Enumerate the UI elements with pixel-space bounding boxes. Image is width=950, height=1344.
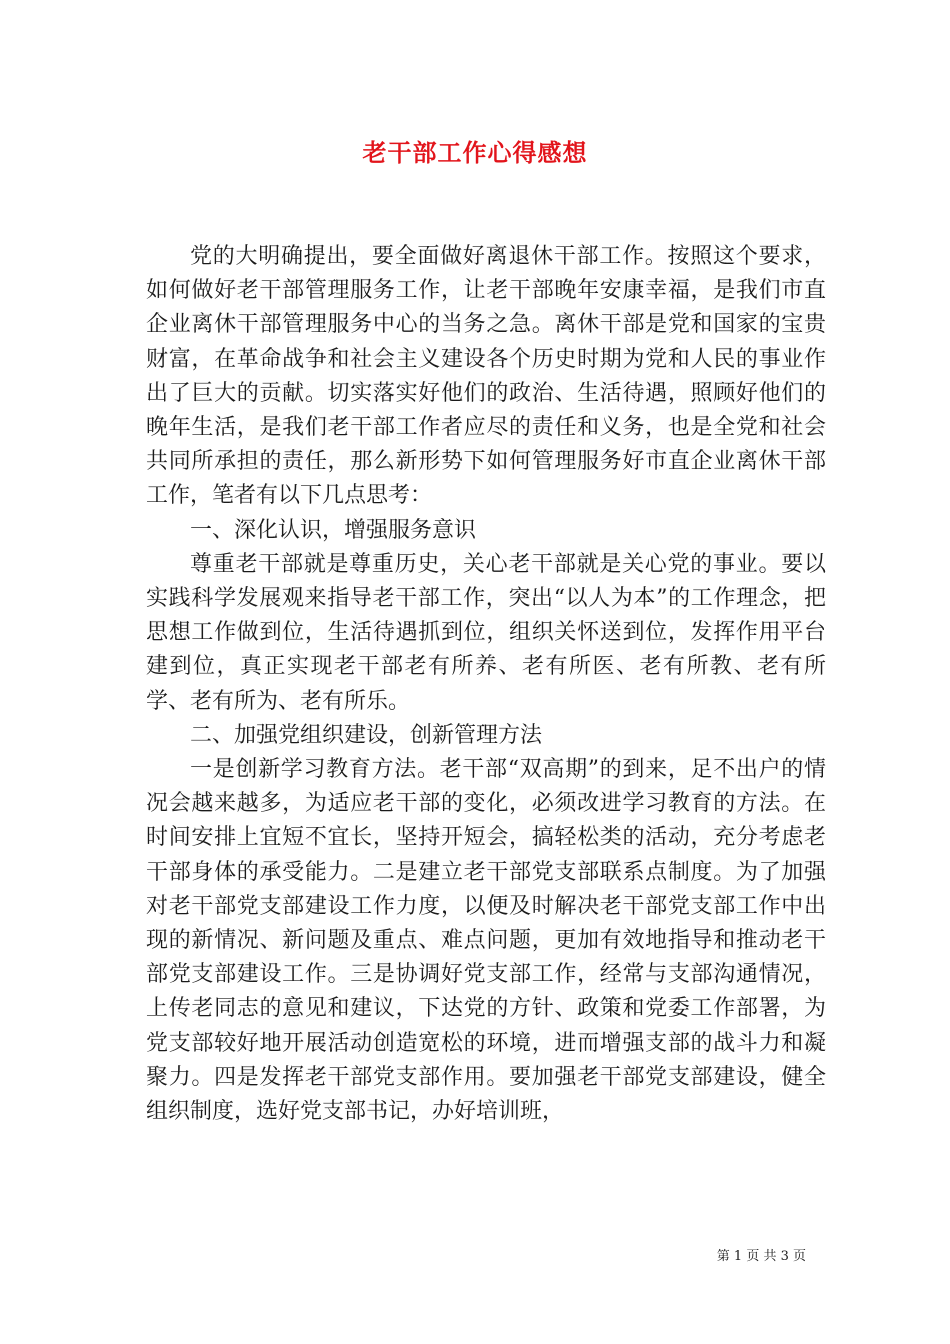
paragraph-intro: 党的大明确提出，要全面做好离退休干部工作。按照这个要求，如何做好老干部管理服务工作，让老干部晚年安康幸福，是我们市直企业离休干部管理服务中心的当务之急。离休干部是党和国家的宝贵财富，在革命战争和社会主义建设各个历史时期为党和人民的事业作出了巨大的贡献。切实落实好他们的政治、生活待遇，照顾好他们的晚年生活，是我们老干部工作者应尽的责任和义务，也是全党和社会共同所承担的责任，那么新形势下如何管理服务好市直企业离休干部工作，笔者有以下几点思考：	[146, 244, 826, 509]
page-number: 第 1 页 共 3 页	[716, 1249, 806, 1264]
document-title: 老干部工作心得感想	[362, 138, 588, 167]
paragraph-section-1: 尊重老干部就是尊重历史，关心老干部就是关心党的事业。要以实践科学发展观来指导老干部工作，突出“以人为本”的工作理念，把思想工作做到位，生活待遇抓到位，组织关怀送到位，发挥作用平台建到位，真正实现老干部老有所养、老有所医、老有所教、老有所学、老有所为、老有所乐。	[146, 551, 826, 714]
section-heading-2: 二、加强党组织建设，创新管理方法	[190, 722, 543, 748]
document-body	[146, 240, 826, 1129]
section-heading-1: 一、深化认识，增强服务意识	[190, 517, 477, 543]
paragraph-section-2: 一是创新学习教育方法。老干部“双高期”的到来，足不出户的情况会越来越多，为适应老干部的变化，必须改进学习教育的方法。在时间安排上宜短不宜长，坚持开短会，搞轻松类的活动，充分考虑老干部身体的承受能力。二是建立老干部党支部联系点制度。为了加强对老干部党支部建设工作力度，以便及时解决老干部党支部工作中出现的新情况、新问题及重点、难点问题，更加有效地指导和推动老干部党支部建设工作。三是协调好党支部工作，经常与支部沟通情况，上传老同志的意见和建议，下达党的方针、政策和党委工作部署，为党支部较好地开展活动创造宽松的环境，进而增强支部的战斗力和凝聚力。四是发挥老干部党支部作用。要加强老干部党支部建设，健全组织制度，选好党支部书记，办好培训班，	[146, 757, 826, 1125]
